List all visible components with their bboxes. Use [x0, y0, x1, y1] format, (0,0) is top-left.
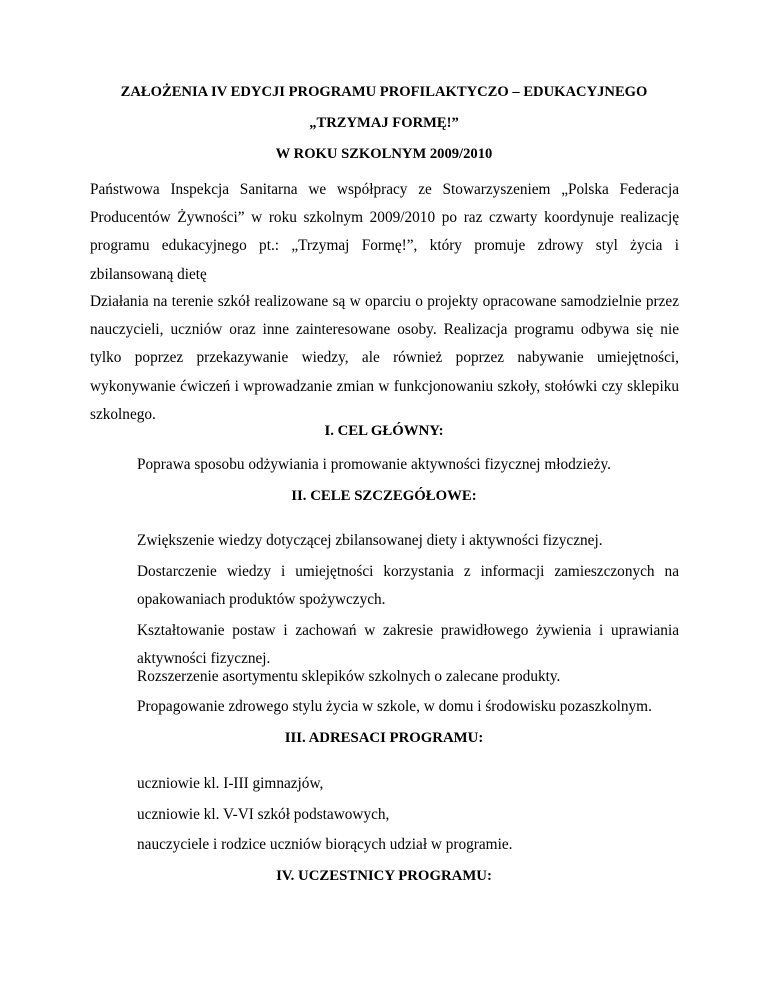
addressee-item-2: uczniowie kl. V-VI szkół podstawowych, — [137, 806, 390, 823]
section-heading-objectives: II. CELE SZCZEGÓŁOWE: — [291, 488, 477, 504]
section-heading-participants: IV. UCZESTNICY PROGRAMU: — [276, 868, 492, 884]
goal-text: Poprawa sposobu odżywiania i promowanie aktywności fizycznej młodzieży. — [137, 456, 611, 473]
objective-item-3: Kształtowanie postaw i zachowań w zakresie prawidłowego żywienia i uprawiania aktywności fizycznej. — [137, 622, 679, 668]
intro-paragraph-1: Państwowa Inspekcja Sanitarna we współpracy ze Stowarzyszeniem „Polska Federacja Producentów Żywności” w roku szkolnym 2009/2010 po raz czwarty koordynuje realizację programu edukacyjnego pt.: „Trzymaj Formę!”, który promuje zdrowy styl życia i zbilansowaną dietę — [90, 181, 679, 283]
section-heading-addressees: III. ADRESACI PROGRAMU: — [284, 730, 484, 746]
objective-item-4: Rozszerzenie asortymentu sklepików szkolnych o zalecane produkty. — [137, 668, 561, 685]
objective-item-5: Propagowanie zdrowego stylu życia w szkole, w domu i środowisku pozaszkolnym. — [137, 698, 652, 715]
objective-item-1: Zwiększenie wiedzy dotyczącej zbilansowanej diety i aktywności fizycznej. — [137, 532, 603, 549]
section-heading-goal: I. CEL GŁÓWNY: — [324, 423, 444, 439]
document-title-line-3: W ROKU SZKOLNYM 2009/2010 — [275, 146, 493, 162]
addressee-item-3: nauczyciele i rodzice uczniów biorących udział w programie. — [137, 836, 513, 853]
intro-paragraph-2: Działania na terenie szkół realizowane są w oparciu o projekty opracowane samodzielnie przez nauczycieli, uczniów oraz inne zainteresowane osoby. Realizacja programu odbywa się nie tylko poprzez przekazywanie wiedzy, ale również poprzez nabywanie umiejętności, wykonywanie ćwiczeń i wprowadzanie zmian w funkcjonowaniu szkoły, stołówki czy sklepiku szkolnego. — [90, 293, 679, 423]
document-title-line-1: ZAŁOŻENIA IV EDYCJI PROGRAMU PROFILAKTYCZO – EDUKACYJNEGO — [120, 84, 648, 100]
objective-item-2: Dostarczenie wiedzy i umiejętności korzystania z informacji zamieszczonych na opakowaniach produktów spożywczych. — [137, 563, 679, 609]
addressee-item-1: uczniowie kl. I-III gimnazjów, — [137, 775, 324, 792]
document-title-line-2: „TRZYMAJ FORMĘ!” — [309, 115, 459, 131]
